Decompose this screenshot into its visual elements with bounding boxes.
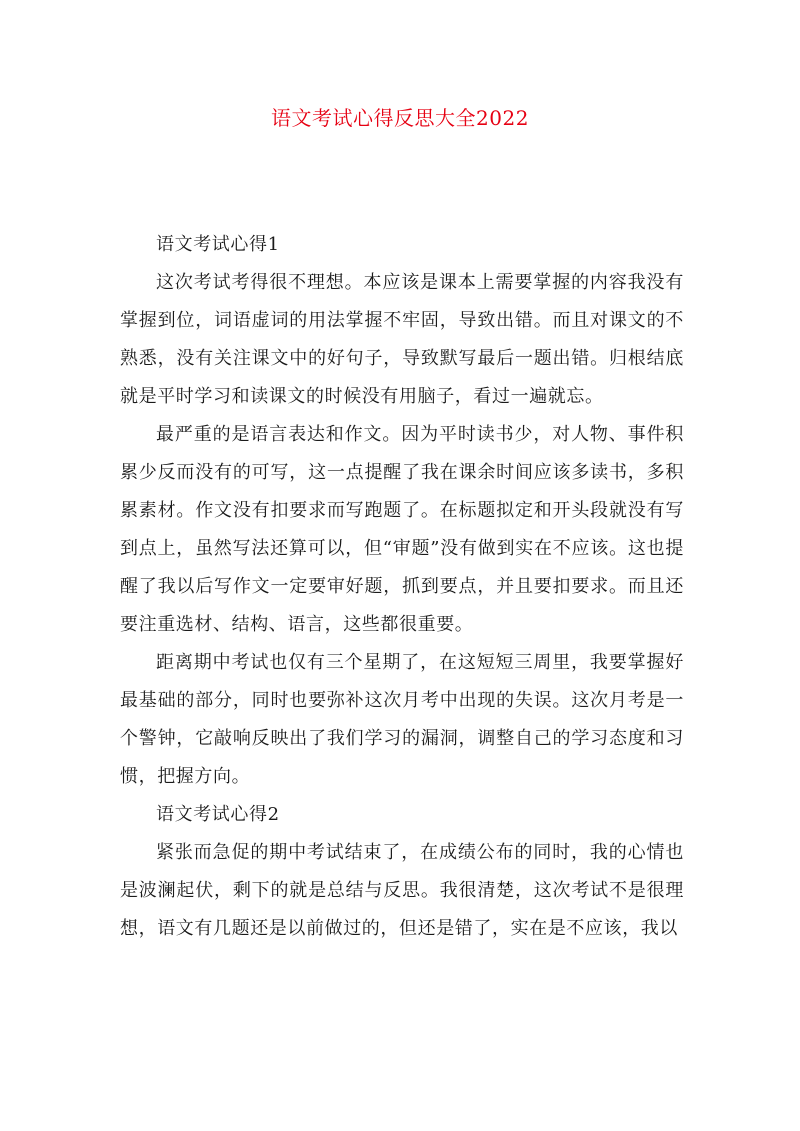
section-heading-2: 语文考试心得2 xyxy=(156,804,280,825)
section-2-paragraph-1: 紧张而急促的期中考试结束了，在成绩公布的同时，我的心情也是波澜起伏，剩下的就是总结与反思。我很清楚，这次考试不是很理想，语文有几题还是以前做过的，但还是错了，实在是不应该，我以 xyxy=(120,842,684,939)
section-heading-1: 语文考试心得1 xyxy=(156,234,280,255)
section-1-paragraph-2: 最严重的是语言表达和作文。因为平时读书少，对人物、事件积累少反而没有的可写，这一点提醒了我在课余时间应该多读书，多积累素材。作文没有扣要求而写跑题了。在标题拟定和开头段就没有写到点上，虽然写法还算可以，但“审题”没有做到实在不应该。这也提醒了我以后写作文一定要审好题，抓到要点，并且要扣要求。而且还要注重选材、结构、语言，这些都很重要。 xyxy=(120,424,684,635)
section-1-paragraph-1: 这次考试考得很不理想。本应该是课本上需要掌握的内容我没有掌握到位，词语虚词的用法掌握不牢固，导致出错。而且对课文的不熟悉，没有关注课文中的好句子，导致默写最后一题出错。归根结底就是平时学习和读课文的时候没有用脑子，看过一遍就忘。 xyxy=(120,272,684,407)
document-title: 语文考试心得反思大全2022 xyxy=(271,106,529,130)
document-body xyxy=(120,226,684,948)
section-1-paragraph-3: 距离期中考试也仅有三个星期了，在这短短三周里，我要掌握好最基础的部分，同时也要弥补这次月考中出现的失误。这次月考是一个警钟，它敲响反映出了我们学习的漏洞，调整自己的学习态度和习惯，把握方向。 xyxy=(120,652,684,787)
